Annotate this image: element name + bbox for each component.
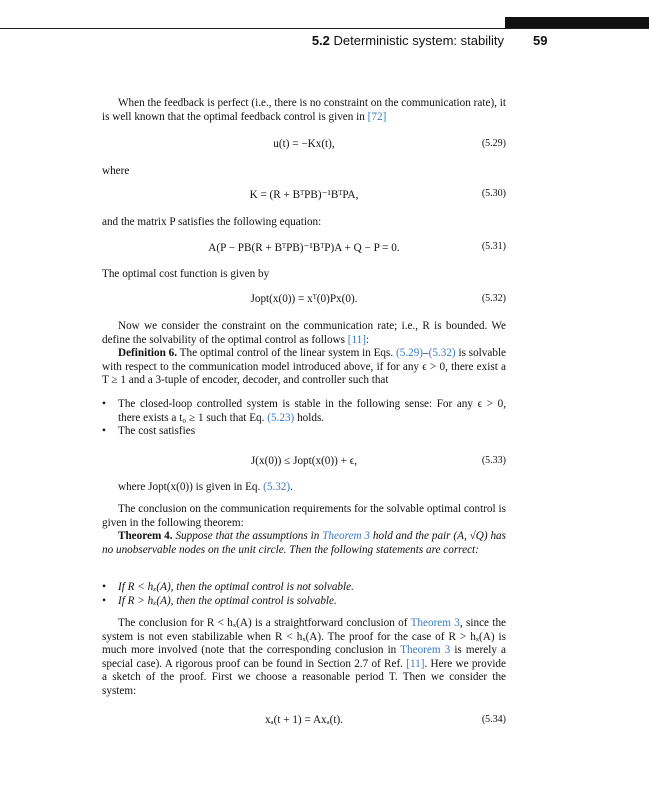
list-item: • The cost satisfies — [102, 425, 506, 439]
equation-5-34: xₐ(t + 1) = Axₐ(t). (5.34) — [264, 714, 506, 726]
running-head — [0, 33, 649, 53]
definition-bullets — [102, 398, 506, 439]
equation-5-31: A(P − PB(R + BᵀPB)⁻¹BᵀP)A + Q − P = 0. (5.31) — [208, 241, 506, 254]
where-jopt-text: where Jopt(x(0)) is given in Eq. (5.32). — [118, 481, 293, 493]
section-heading: 5.2 Deterministic system: stability — [311, 33, 504, 48]
theorem-link[interactable]: Theorem 3 — [322, 530, 371, 543]
equation-5-33: J(x(0)) ≤ Jopt(x(0)) + ϵ, (5.33) — [250, 455, 506, 467]
intro-paragraph: When the feedback is perfect (i.e., there is no constraint on the communication rate), it is well known that the optimal feedback control is given in [72] — [102, 97, 506, 123]
theorem-link[interactable]: Theorem 3 — [410, 617, 460, 629]
equation-link[interactable]: (5.23) — [267, 411, 295, 424]
header-rule — [0, 28, 649, 29]
header-bar — [505, 17, 649, 28]
theorem-link[interactable]: Theorem 3 — [400, 644, 451, 657]
citation-link[interactable]: [11] — [406, 657, 425, 670]
definition-block: Now we consider the constraint on the communication rate; i.e., R is bounded. We define the solvability of the optimal control as follows [11]: Definition 6. The optimal control of the linear system in Eqs. (5.29)–(5.32) is solvable with respect to the communication model introduced above, if for any ϵ > 0, there exist a T ≥ 1 and a 3-tuple of encoder, decoder, and controller such that — [102, 320, 507, 387]
list-item: • If R > hₓ(A), then the optimal control is solvable. — [102, 595, 506, 609]
optimal-cost-text: The optimal cost function is given by — [102, 268, 270, 280]
equation-5-30: K = (R + BᵀPB)⁻¹BᵀPA, (5.30) — [249, 188, 506, 201]
equation-link[interactable]: (5.29) — [396, 347, 424, 360]
citation-link[interactable]: [72] — [367, 110, 387, 123]
matrix-p-text: and the matrix P satisfies the following equation: — [102, 216, 322, 228]
equation-5-32: Jopt(x(0)) = xᵀ(0)Px(0). (5.32) — [250, 293, 506, 305]
list-item: • If R < hₓ(A), then the optimal control is not solvable. — [102, 581, 506, 595]
citation-link[interactable]: [11] — [347, 333, 366, 346]
equation-link[interactable]: (5.32) — [263, 481, 291, 493]
page-number: 59 — [533, 33, 548, 48]
where-label: where — [102, 165, 130, 177]
theorem-bullets — [102, 581, 506, 608]
theorem-block: The conclusion on the communication requirements for the solvable optimal control is given in the following theorem: Theorem 4. Suppose that the assumptions in Theorem 3 hold and the pair (A, √Q) has no unobservable nodes on the unit circle. Then the following statements are correct: — [102, 503, 506, 556]
equation-link[interactable]: (5.32) — [428, 347, 456, 360]
proof-paragraph: The conclusion for R < hₓ(A) is a straightforward conclusion of Theorem 3, since the system is not even stabilizable when R < hₓ(A). The proof for the case of R > hₓ(A) is much more involved (note that the corresponding conclusion in Theorem 3 is merely a special case). A rigorous proof can be found in Section 2.7 of Ref. [11]. Here we provide a sketch of the proof. First we choose a reasonable period T. Then we consider the system: — [102, 617, 507, 697]
equation-5-29: u(t) = −Kx(t), (5.29) — [273, 138, 506, 150]
list-item: • The closed-loop controlled system is stable in the following sense: For any ϵ > 0, there exists a t₀ ≥ 1 such that Eq. (5.23) holds. — [102, 398, 506, 425]
